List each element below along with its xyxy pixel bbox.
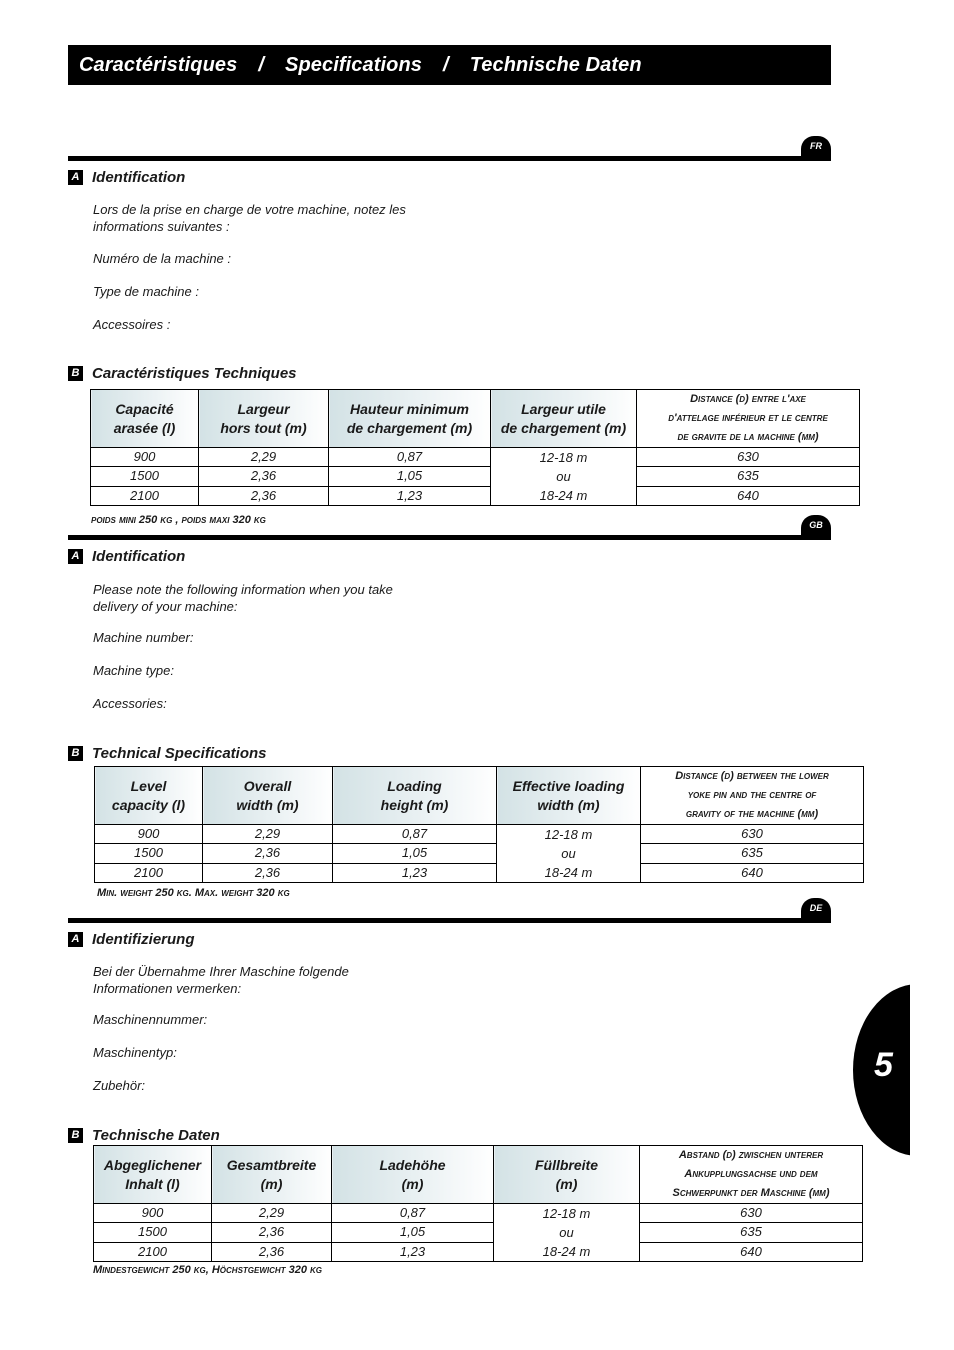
cell-capacity: 1500	[94, 1223, 212, 1242]
header-loading-width: Füllbreite (m)	[494, 1146, 640, 1204]
page-number: 5	[874, 1046, 893, 1084]
section-letter-box: B	[68, 366, 83, 381]
cell-width: 2,36	[203, 863, 333, 882]
section-b-title: Caractéristiques Techniques	[92, 364, 297, 382]
cell-distance: 630	[641, 825, 864, 844]
header-height: Ladehöhe (m)	[332, 1146, 494, 1204]
section-letter-box: A	[68, 549, 83, 564]
loading-width-or: ou	[561, 846, 576, 861]
table-row	[94, 1223, 863, 1242]
section-b-header-de	[68, 1126, 220, 1144]
cell-height: 1,05	[332, 1223, 494, 1242]
cell-height: 0,87	[329, 448, 491, 467]
cell-height: 1,23	[332, 1242, 494, 1261]
identification-intro: Lors de la prise en charge de votre machine, notez les informations suivantes :	[93, 202, 406, 234]
title-separator: /	[258, 53, 265, 76]
loading-width-or: ou	[556, 469, 571, 484]
cell-capacity: 2100	[95, 863, 203, 882]
field-machine-type: Maschinentyp:	[93, 1045, 177, 1060]
cell-width: 2,36	[199, 486, 329, 505]
cell-capacity: 1500	[91, 467, 199, 486]
section-letter-box: A	[68, 170, 83, 185]
table-row	[95, 844, 864, 863]
cell-distance: 635	[641, 844, 864, 863]
language-tag-fr: FR	[801, 136, 831, 161]
cell-loading-width	[494, 1204, 640, 1262]
field-accessories: Zubehör:	[93, 1078, 146, 1093]
cell-distance: 635	[640, 1223, 863, 1242]
section-a-header-fr	[68, 168, 185, 186]
section-b-header-fr	[68, 364, 297, 382]
section-divider	[68, 918, 831, 923]
cell-height: 1,05	[333, 844, 497, 863]
field-machine-number: Machine number:	[93, 630, 194, 645]
cell-distance: 635	[637, 467, 860, 486]
section-b-title: Technical Specifications	[92, 744, 267, 762]
cell-distance: 640	[640, 1242, 863, 1261]
spec-table-de	[93, 1145, 863, 1262]
cell-width: 2,36	[212, 1223, 332, 1242]
header-height: Hauteur minimum de chargement (m)	[329, 390, 491, 448]
cell-capacity: 900	[95, 825, 203, 844]
header-distance: Distance (d) entre l'axe d'attelage inférieur et le centre de gravite de la machine (mm)	[637, 390, 860, 448]
header-height: Loading height (m)	[333, 767, 497, 825]
title-separator: /	[443, 53, 449, 76]
identification-intro: Bei der Übernahme Ihrer Maschine folgende Informationen vermerken:	[93, 964, 349, 996]
cell-distance: 630	[637, 448, 860, 467]
field-accessories: Accessories:	[93, 696, 167, 711]
title-gb: Specifications	[285, 53, 423, 76]
header-loading-width: Effective loading width (m)	[497, 767, 641, 825]
weight-note-gb: Min. weight 250 kg. Max. weight 320 kg	[97, 887, 290, 899]
header-distance: Abstand (d) zwischen unterer Ankupplungsachse und dem Schwerpunkt der Maschine (mm)	[640, 1146, 863, 1204]
cell-loading-width	[497, 825, 641, 883]
header-distance: Distance (d) between the lower yoke pin and the centre of gravity of the machine (mm)	[641, 767, 864, 825]
title-fr: Caractéristiques	[79, 53, 238, 76]
section-b-title: Technische Daten	[92, 1126, 220, 1144]
section-a-header-gb	[68, 547, 185, 565]
cell-height: 1,23	[333, 863, 497, 882]
table-row	[95, 863, 864, 882]
table-row	[94, 1204, 863, 1223]
loading-width-range-1: 12-18 m	[544, 827, 593, 842]
header-width: Largeur hors tout (m)	[199, 390, 329, 448]
cell-height: 0,87	[332, 1204, 494, 1223]
cell-distance: 640	[641, 863, 864, 882]
section-divider	[68, 535, 831, 540]
cell-capacity: 900	[91, 448, 199, 467]
field-accessories: Accessoires :	[93, 317, 171, 332]
weight-note-de: Mindestgewicht 250 kg, Höchstgewicht 320 kg	[93, 1264, 323, 1276]
header-width: Overall width (m)	[203, 767, 333, 825]
loading-width-range-1: 12-18 m	[539, 450, 588, 465]
section-letter-box: B	[68, 1128, 83, 1143]
section-letter-box: B	[68, 746, 83, 761]
cell-width: 2,29	[199, 448, 329, 467]
section-a-title: Identifizierung	[92, 930, 195, 948]
field-machine-number: Numéro de la machine :	[93, 251, 232, 266]
cell-width: 2,29	[212, 1204, 332, 1223]
cell-width: 2,36	[212, 1242, 332, 1261]
cell-height: 1,23	[329, 486, 491, 505]
cell-loading-width	[491, 448, 637, 506]
cell-width: 2,36	[203, 844, 333, 863]
table-row	[91, 467, 860, 486]
page-title-bar	[68, 45, 831, 85]
table-row	[91, 448, 860, 467]
spec-table-fr	[90, 389, 860, 506]
section-a-title: Identification	[92, 547, 186, 565]
cell-height: 0,87	[333, 825, 497, 844]
loading-width-range-2: 18-24 m	[544, 865, 593, 880]
table-row	[91, 486, 860, 505]
language-tag-de: DE	[801, 898, 831, 923]
page-edge	[910, 970, 954, 1170]
header-capacity: Level capacity (l)	[95, 767, 203, 825]
language-tag-gb: GB	[801, 515, 831, 540]
section-divider	[68, 156, 831, 161]
table-row	[94, 1242, 863, 1261]
field-machine-number: Maschinennummer:	[93, 1012, 208, 1027]
header-capacity: Abgeglichener Inhalt (l)	[94, 1146, 212, 1204]
loading-width-range-1: 12-18 m	[542, 1206, 591, 1221]
cell-distance: 630	[640, 1204, 863, 1223]
cell-width: 2,29	[203, 825, 333, 844]
cell-capacity: 1500	[95, 844, 203, 863]
cell-distance: 640	[637, 486, 860, 505]
header-loading-width: Largeur utile de chargement (m)	[491, 390, 637, 448]
section-a-header-de	[68, 930, 195, 948]
cell-width: 2,36	[199, 467, 329, 486]
cell-height: 1,05	[329, 467, 491, 486]
field-machine-type: Type de machine :	[93, 284, 199, 299]
header-width: Gesamtbreite (m)	[212, 1146, 332, 1204]
loading-width-or: ou	[559, 1225, 574, 1240]
field-machine-type: Machine type:	[93, 663, 174, 678]
section-letter-box: A	[68, 932, 83, 947]
spec-table-gb	[94, 766, 864, 883]
cell-capacity: 2100	[94, 1242, 212, 1261]
loading-width-range-2: 18-24 m	[542, 1244, 591, 1259]
table-row	[95, 825, 864, 844]
weight-note-fr: poids mini 250 kg , poids maxi 320 kg	[91, 514, 266, 526]
section-b-header-gb	[68, 744, 267, 762]
cell-capacity: 2100	[91, 486, 199, 505]
cell-capacity: 900	[94, 1204, 212, 1223]
loading-width-range-2: 18-24 m	[539, 488, 588, 503]
header-capacity: Capacité arasée (l)	[91, 390, 199, 448]
section-a-title: Identification	[92, 168, 186, 186]
title-de: Technische Daten	[469, 53, 642, 76]
identification-intro: Please note the following information when you take delivery of your machine:	[93, 582, 393, 614]
